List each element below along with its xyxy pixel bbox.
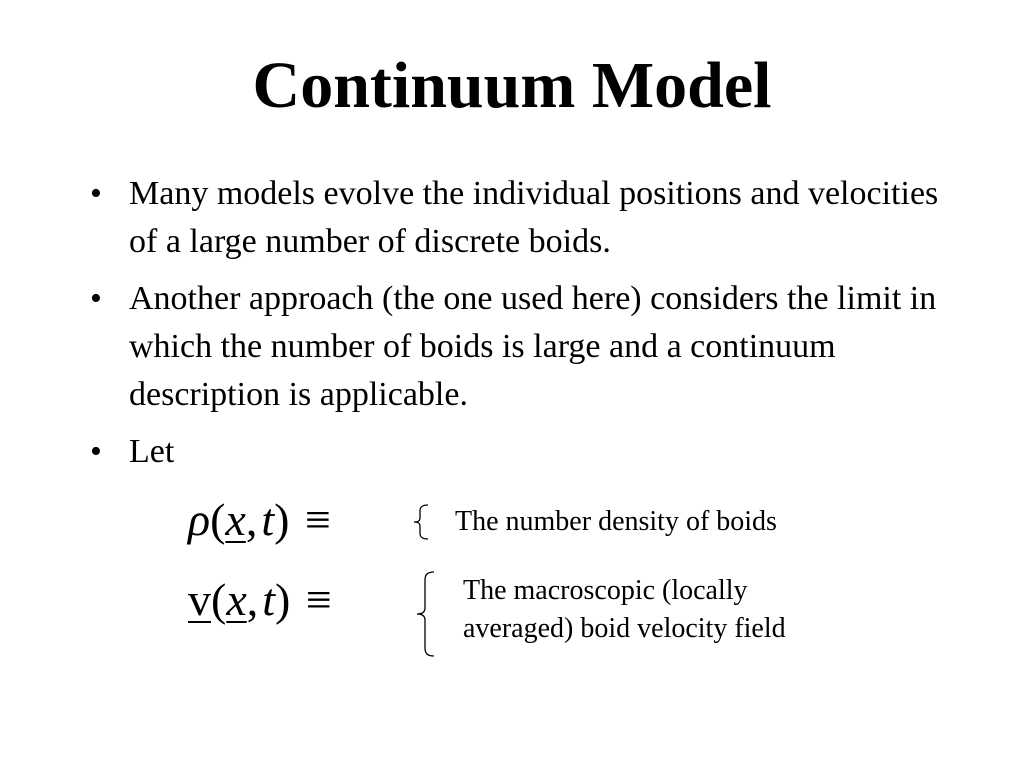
- bullet-item: [90, 428, 950, 476]
- bullet-text: Another approach (the one used here) considers the limit in which the number of boids is large and a continuum description is applicable.: [129, 280, 937, 413]
- bullet-marker: •: [90, 433, 102, 470]
- rho-symbol: ρ: [188, 494, 211, 545]
- time-variable: t: [262, 574, 276, 625]
- time-variable: t: [261, 494, 275, 545]
- bullet-text: Many models evolve the individual positions and velocities of a large number of discrete boids.: [129, 175, 939, 260]
- slide-title: Continuum Model: [252, 49, 772, 122]
- position-variable: x: [226, 574, 247, 625]
- left-brace-icon: [408, 503, 432, 541]
- velocity-description-line: The macroscopic (locally: [463, 575, 748, 606]
- velocity-symbol: v: [188, 574, 211, 625]
- velocity-description-line: averaged) boid velocity field: [463, 613, 786, 644]
- density-description: The number density of boids: [455, 506, 777, 537]
- bullet-item: [90, 275, 950, 419]
- equiv-sign: ≡: [305, 574, 332, 625]
- bullet-item: [90, 170, 950, 266]
- bullet-list: [90, 170, 950, 485]
- velocity-description: [463, 572, 786, 648]
- left-brace-icon: [412, 570, 438, 658]
- bullet-marker: •: [90, 175, 102, 212]
- density-formula: ρ(x,t) ≡: [188, 494, 331, 545]
- bullet-text: Let: [129, 433, 175, 470]
- bullet-marker: •: [90, 280, 102, 317]
- equiv-sign: ≡: [304, 494, 331, 545]
- velocity-formula: v(x,t) ≡: [188, 574, 332, 625]
- position-variable: x: [225, 494, 246, 545]
